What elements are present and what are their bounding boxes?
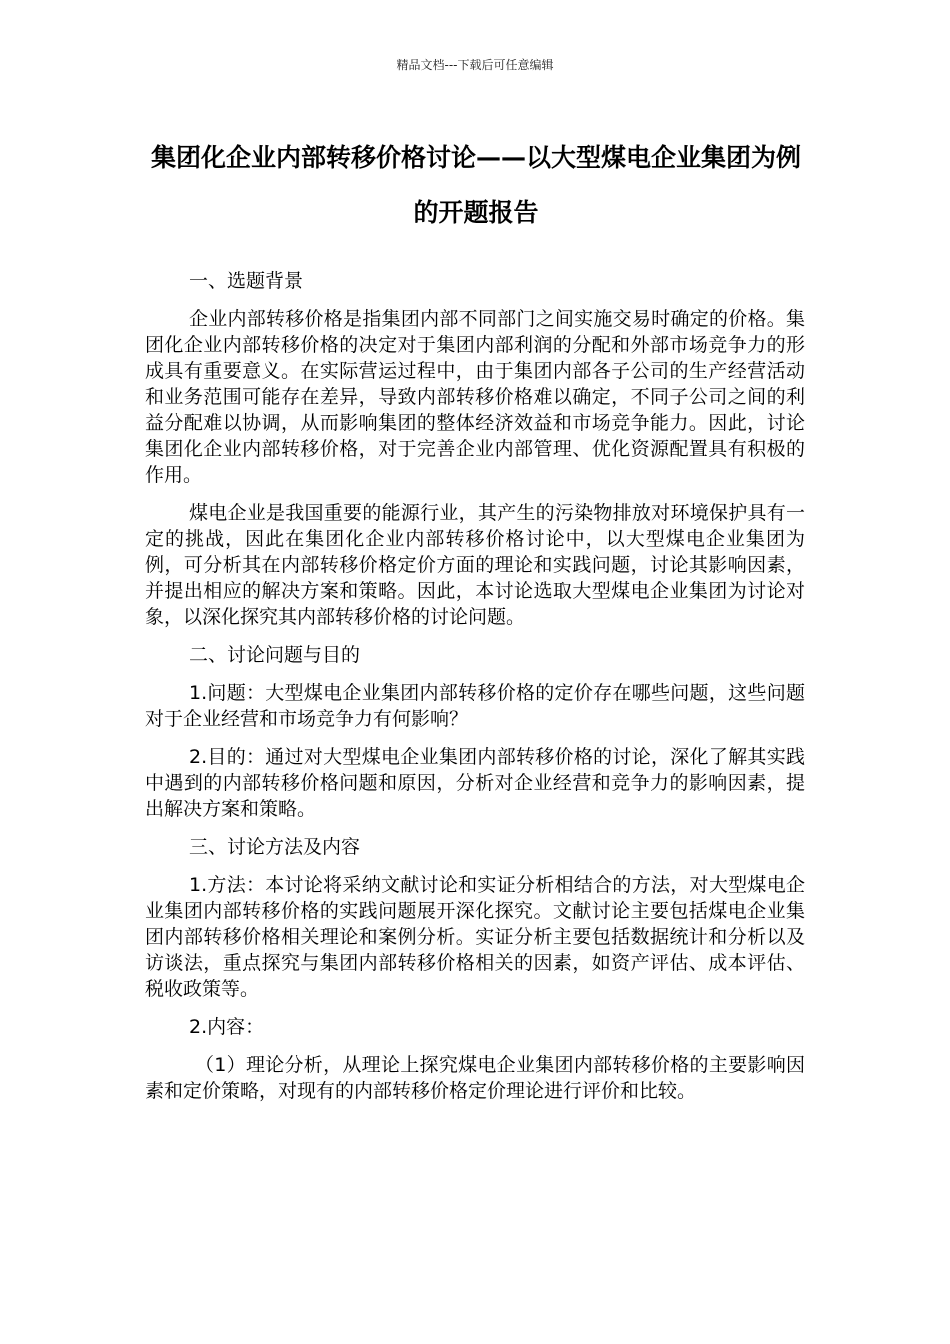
background-paragraph-1: 企业内部转移价格是指集团内部不同部门之间实施交易时确定的价格。集团化企业内部转移价格的决定对于集团内部利润的分配和外部市场竞争力的形成具有重要意义。在实际营运过程中，由于集团内部各子公司的生产经营活动和业务范围可能存在差异，导致内部转移价格难以确定，不同子公司之间的利益分配难以协调，从而影响集团的整体经济效益和市场竞争能力。因此，讨论集团化企业内部转移价格，对于完善企业内部管理、优化资源配置具有积极的作用。 <box>145 308 805 486</box>
question-paragraph: 1.问题：大型煤电企业集团内部转移价格的定价存在哪些问题，这些问题对于企业经营和市场竞争力有何影响？ <box>145 682 805 730</box>
theory-analysis-paragraph: （1）理论分析，从理论上探究煤电企业集团内部转移价格的主要影响因素和定价策略，对现有的内部转移价格定价理论进行评价和比较。 <box>145 1054 805 1102</box>
methods-paragraph: 1.方法：本讨论将采纳文献讨论和实证分析相结合的方法，对大型煤电企业集团内部转移价格的实践问题展开深化探究。文献讨论主要包括煤电企业集团内部转移价格相关理论和案例分析。实证分析主要包括数据统计和分析以及访谈法，重点探究与集团内部转移价格相关的因素，如资产评估、成本评估、税收政策等。 <box>145 874 805 1000</box>
purpose-paragraph: 2.目的：通过对大型煤电企业集团内部转移价格的讨论，深化了解其实践中遇到的内部转移价格问题和原因，分析对企业经营和竞争力的影响因素，提出解决方案和策略。 <box>145 746 805 820</box>
document-body <box>145 268 805 1116</box>
section-heading-questions: 二、讨论问题与目的 <box>189 644 361 666</box>
section-heading-background: 一、选题背景 <box>189 270 304 292</box>
background-paragraph-2: 煤电企业是我国重要的能源行业，其产生的污染物排放对环境保护具有一定的挑战，因此在集团化企业内部转移价格讨论中，以大型煤电企业集团为例，可分析其在内部转移价格定价方面的理论和实践问题，讨论其影响因素，并提出相应的解决方案和策略。因此，本讨论选取大型煤电企业集团为讨论对象，以深化探究其内部转移价格的讨论问题。 <box>145 502 805 628</box>
content-label: 2.内容： <box>189 1016 265 1038</box>
header-note: 精品文档---下载后可任意编辑 <box>396 58 554 72</box>
section-heading-methods: 三、讨论方法及内容 <box>189 836 361 858</box>
document-title: 集团化企业内部转移价格讨论——以大型煤电企业集团为例的开题报告 <box>150 143 801 227</box>
